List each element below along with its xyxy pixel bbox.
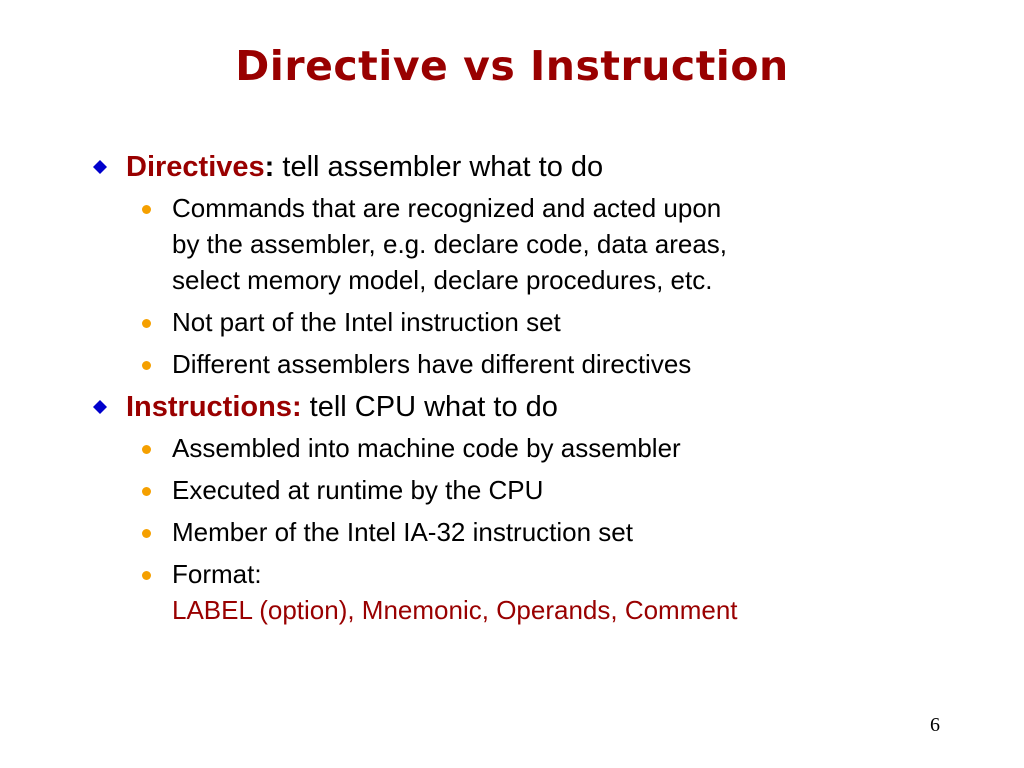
sub-bullet-line: Commands that are recognized and acted upon — [172, 193, 722, 223]
sub-bullet-line: by the assembler, e.g. declare code, data areas, — [172, 229, 728, 259]
dot-icon — [142, 205, 151, 214]
sub-bullet-item — [126, 346, 970, 382]
sub-bullet-line: Format: — [172, 559, 262, 589]
sub-bullet-line: Assembled into machine code by assembler — [172, 433, 681, 463]
dot-icon — [142, 571, 151, 580]
diamond-icon — [92, 399, 108, 415]
sub-bullet-line: Different assemblers have different directives — [172, 349, 692, 379]
sub-bullet-item — [126, 472, 970, 508]
sub-bullet-list — [126, 430, 970, 628]
dot-icon — [142, 319, 151, 328]
dot-icon — [142, 445, 151, 454]
bullet-instructions — [90, 388, 970, 426]
bullet-keyword: Instructions: — [126, 391, 302, 423]
sub-bullet-line: Executed at runtime by the CPU — [172, 475, 544, 505]
sub-bullet-item — [126, 190, 970, 298]
sub-bullet-item — [126, 514, 970, 550]
slide-title: Directive vs Instruction — [235, 42, 789, 90]
format-example: LABEL (option), Mnemonic, Operands, Comment — [172, 595, 738, 625]
sub-bullet-item — [126, 304, 970, 340]
dot-icon — [142, 487, 151, 496]
dot-icon — [142, 529, 151, 538]
bullet-list — [90, 148, 970, 634]
bullet-keyword-colon: : — [264, 151, 275, 183]
bullet-keyword: Directives — [126, 151, 265, 183]
sub-bullet-list — [126, 190, 970, 382]
bullet-text: tell assembler what to do — [274, 151, 604, 183]
sub-bullet-item — [126, 556, 970, 628]
sub-bullet-line: select memory model, declare procedures, etc. — [172, 265, 713, 295]
bullet-text: tell CPU what to do — [301, 391, 558, 423]
dot-icon — [142, 361, 151, 370]
diamond-icon — [92, 159, 108, 175]
page-number: 6 — [930, 714, 940, 736]
sub-bullet-item — [126, 430, 970, 466]
sub-bullet-line: Not part of the Intel instruction set — [172, 307, 561, 337]
bullet-directives — [90, 148, 970, 186]
sub-bullet-line: Member of the Intel IA-32 instruction set — [172, 517, 633, 547]
